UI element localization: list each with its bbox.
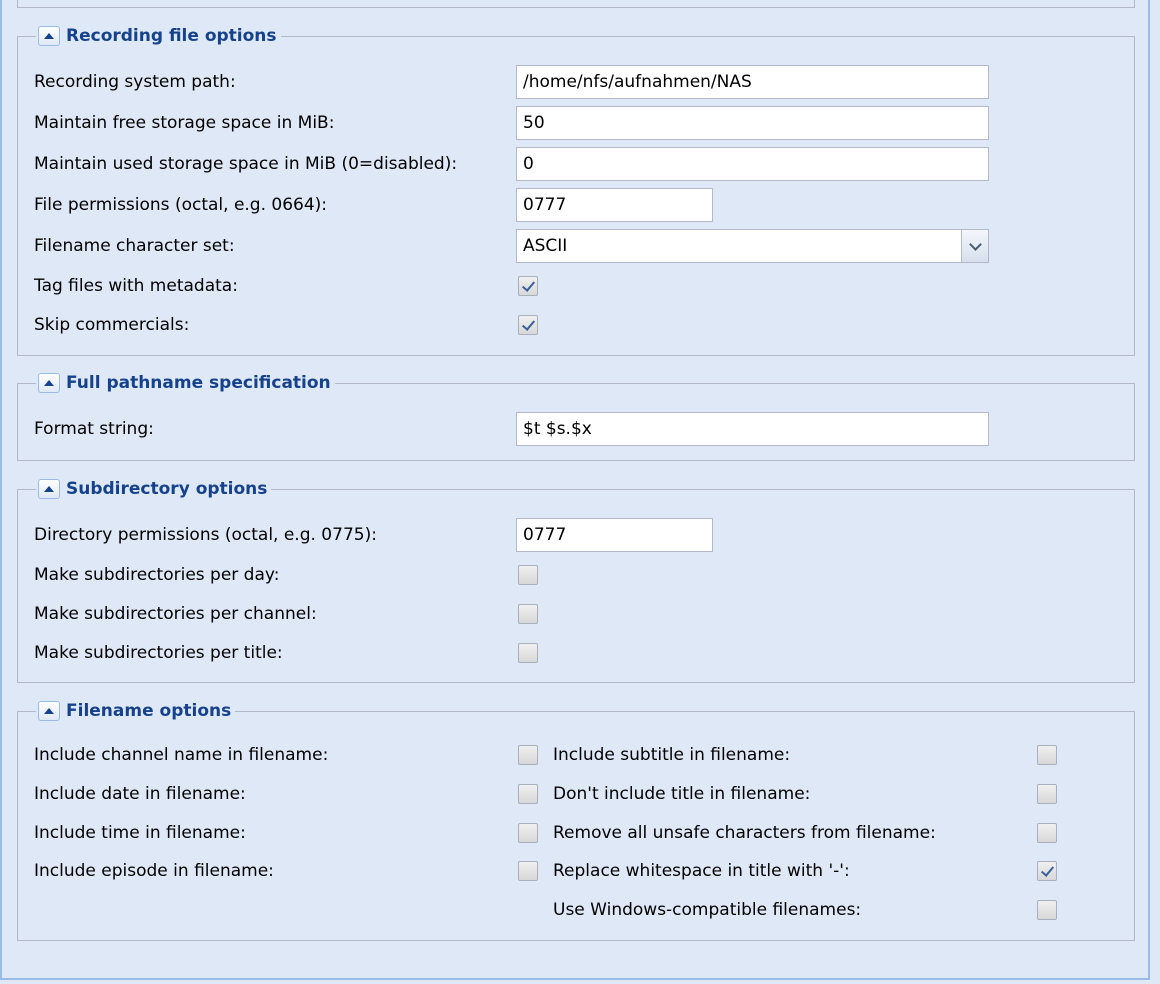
dir-permissions-label: Directory permissions (octal, e.g. 0775): <box>34 525 377 545</box>
charset-value: ASCII <box>523 236 568 256</box>
subdir-day-checkbox[interactable] <box>518 565 538 585</box>
filename-section <box>17 701 1135 941</box>
tag-metadata-checkbox[interactable] <box>518 276 538 296</box>
no-title-checkbox[interactable] <box>1037 784 1057 804</box>
windows-filenames-checkbox[interactable] <box>1037 900 1057 920</box>
collapse-toggle-icon[interactable] <box>38 479 60 499</box>
charset-label: Filename character set: <box>34 236 235 256</box>
no-title-label: Don't include title in filename: <box>553 784 811 804</box>
recording-file-options-section <box>17 26 1135 356</box>
section-legend <box>36 476 271 502</box>
include-date-checkbox[interactable] <box>518 784 538 804</box>
include-subtitle-checkbox[interactable] <box>1037 745 1057 765</box>
include-episode-label: Include episode in filename: <box>34 861 274 881</box>
section-legend <box>36 370 335 396</box>
collapse-toggle-icon[interactable] <box>38 373 60 393</box>
chevron-down-icon[interactable] <box>961 230 988 262</box>
recording-path-input[interactable]: /home/nfs/aufnahmen/NAS <box>516 65 989 99</box>
windows-filenames-label: Use Windows-compatible filenames: <box>553 900 862 920</box>
section-title: Subdirectory options <box>66 479 268 499</box>
format-string-label: Format string: <box>34 419 154 439</box>
recording-path-label: Recording system path: <box>34 72 236 92</box>
collapse-toggle-icon[interactable] <box>38 26 60 46</box>
charset-select[interactable] <box>516 229 989 263</box>
previous-section-edge <box>17 0 1135 8</box>
section-title: Recording file options <box>66 26 277 46</box>
used-space-input[interactable]: 0 <box>516 147 989 181</box>
free-space-input[interactable]: 50 <box>516 106 989 140</box>
include-channel-label: Include channel name in filename: <box>34 745 329 765</box>
free-space-label: Maintain free storage space in MiB: <box>34 113 335 133</box>
include-date-label: Include date in filename: <box>34 784 246 804</box>
subdir-title-checkbox[interactable] <box>518 643 538 663</box>
dir-permissions-input[interactable]: 0777 <box>516 518 713 552</box>
replace-whitespace-checkbox[interactable] <box>1037 861 1057 881</box>
pathname-section <box>17 373 1135 461</box>
format-string-input[interactable]: $t $s.$x <box>516 412 989 446</box>
file-permissions-input[interactable]: 0777 <box>516 188 713 222</box>
subdir-title-label: Make subdirectories per title: <box>34 643 283 663</box>
skip-commercials-checkbox[interactable] <box>518 315 538 335</box>
remove-unsafe-checkbox[interactable] <box>1037 823 1057 843</box>
section-title: Filename options <box>66 701 232 721</box>
include-subtitle-label: Include subtitle in filename: <box>553 745 791 765</box>
replace-whitespace-label: Replace whitespace in title with '-': <box>553 861 850 881</box>
collapse-toggle-icon[interactable] <box>38 701 60 721</box>
section-title: Full pathname specification <box>66 373 331 393</box>
subdir-channel-label: Make subdirectories per channel: <box>34 604 317 624</box>
subdir-day-label: Make subdirectories per day: <box>34 565 280 585</box>
section-legend <box>36 23 281 49</box>
remove-unsafe-label: Remove all unsafe characters from filename: <box>553 823 936 843</box>
include-channel-checkbox[interactable] <box>518 745 538 765</box>
skip-commercials-label: Skip commercials: <box>34 315 190 335</box>
include-time-checkbox[interactable] <box>518 823 538 843</box>
tag-metadata-label: Tag files with metadata: <box>34 276 238 296</box>
subdirectory-section <box>17 479 1135 683</box>
section-legend <box>36 698 235 724</box>
used-space-label: Maintain used storage space in MiB (0=disabled): <box>34 154 458 174</box>
include-episode-checkbox[interactable] <box>518 861 538 881</box>
subdir-channel-checkbox[interactable] <box>518 604 538 624</box>
include-time-label: Include time in filename: <box>34 823 246 843</box>
file-permissions-label: File permissions (octal, e.g. 0664): <box>34 195 328 215</box>
